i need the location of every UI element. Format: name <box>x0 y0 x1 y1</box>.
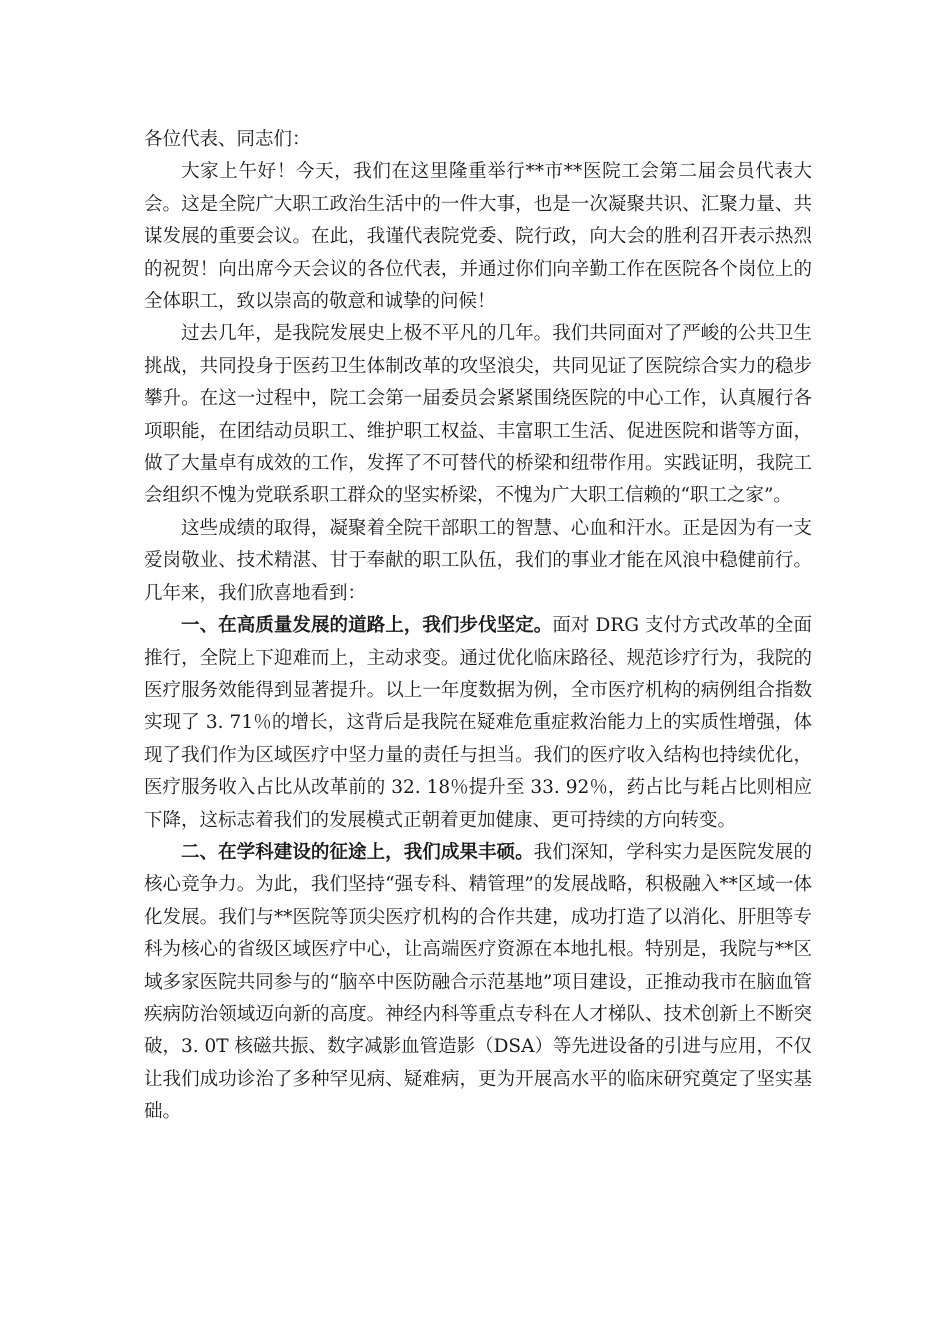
section-heading-one: 一、在高质量发展的道路上，我们步伐坚定。 <box>181 615 553 637</box>
paragraph-achievements-intro <box>144 513 812 610</box>
paragraph-point-two <box>144 837 812 1129</box>
paragraph-text: 面对 DRG 支付方式改革的全面推行，全院上下迎难而上，主动求变。通过优化临床路径、规范诊疗行为，我院的医疗服务效能得到显著提升。以上一年度数据为例，全市医疗机构的病例组合指数实现了 3. 71％的增长，这背后是我院在疑难危重症救治能力上的实质性增强，体现了我们作为区域医疗中坚力量的责任与担当。我们的医疗收入结构也持续优化，医疗服务收入占比从改革前的 32. 18％提升至 33. 92％，药占比与耗占比则相应下降，这标志着我们的发展模式正朝着更加健康、更可持续的方向转变。 <box>144 615 812 831</box>
paragraph-review <box>144 318 812 512</box>
salutation: 各位代表、同志们： <box>144 129 311 150</box>
paragraph-text: 我们深知，学科实力是医院发展的核心竞争力。为此，我们坚持“强专科、精管理”的发展战略，积极融入**区域一体化发展。我们与**医院等顶尖医疗机构的合作共建，成功打造了以消化、肝胆等专科为核心的省级区域医疗中心，让高端医疗资源在本地扎根。特别是，我院与**区域多家医院共同参与的“脑卒中医防融合示范基地”项目建设，正推动我市在脑血管疾病防治领域迈向新的高度。神经内科等重点专科在人才梯队、技术创新上不断突破，3. 0T 核磁共振、数字减影血管造影（DSA）等先进设备的引进与应用，不仅让我们成功诊治了多种罕见病、疑难病，更为开展高水平的临床研究奠定了坚实基础。 <box>144 841 812 1123</box>
paragraph-text: 大家上午好！今天，我们在这里隆重举行**市**医院工会第二届会员代表大会。这是全院广大职工政治生活中的一件大事，也是一次凝聚共识、汇聚力量、共谋发展的重要会议。在此，我谨代表院党委、院行政，向大会的胜利召开表示热烈的祝贺！向出席今天会议的各位代表，并通过你们向辛勤工作在医院各个岗位上的全体职工，致以崇高的敬意和诚挚的问候！ <box>144 161 812 313</box>
paragraph-text: 这些成绩的取得，凝聚着全院干部职工的智慧、心血和汗水。正是因为有一支爱岗敬业、技术精湛、甘于奉献的职工队伍，我们的事业才能在风浪中稳健前行。几年来，我们欣喜地看到： <box>144 517 812 604</box>
paragraph-greeting <box>144 156 812 318</box>
section-heading-two: 二、在学科建设的征途上，我们成果丰硕。 <box>181 841 534 863</box>
paragraph-text: 过去几年，是我院发展史上极不平凡的几年。我们共同面对了严峻的公共卫生挑战，共同投身于医药卫生体制改革的攻坚浪尖，共同见证了医院综合实力的稳步攀升。在这一过程中，院工会第一届委员会紧紧围绕医院的中心工作，认真履行各项职能，在团结动员职工、维护职工权益、丰富职工生活、促进医院和谐等方面，做了大量卓有成效的工作，发挥了不可替代的桥梁和纽带作用。实践证明，我院工会组织不愧为党联系职工群众的坚实桥梁，不愧为广大职工信赖的“职工之家”。 <box>144 323 812 507</box>
paragraph-point-one <box>144 610 812 837</box>
document-page <box>144 124 812 1129</box>
